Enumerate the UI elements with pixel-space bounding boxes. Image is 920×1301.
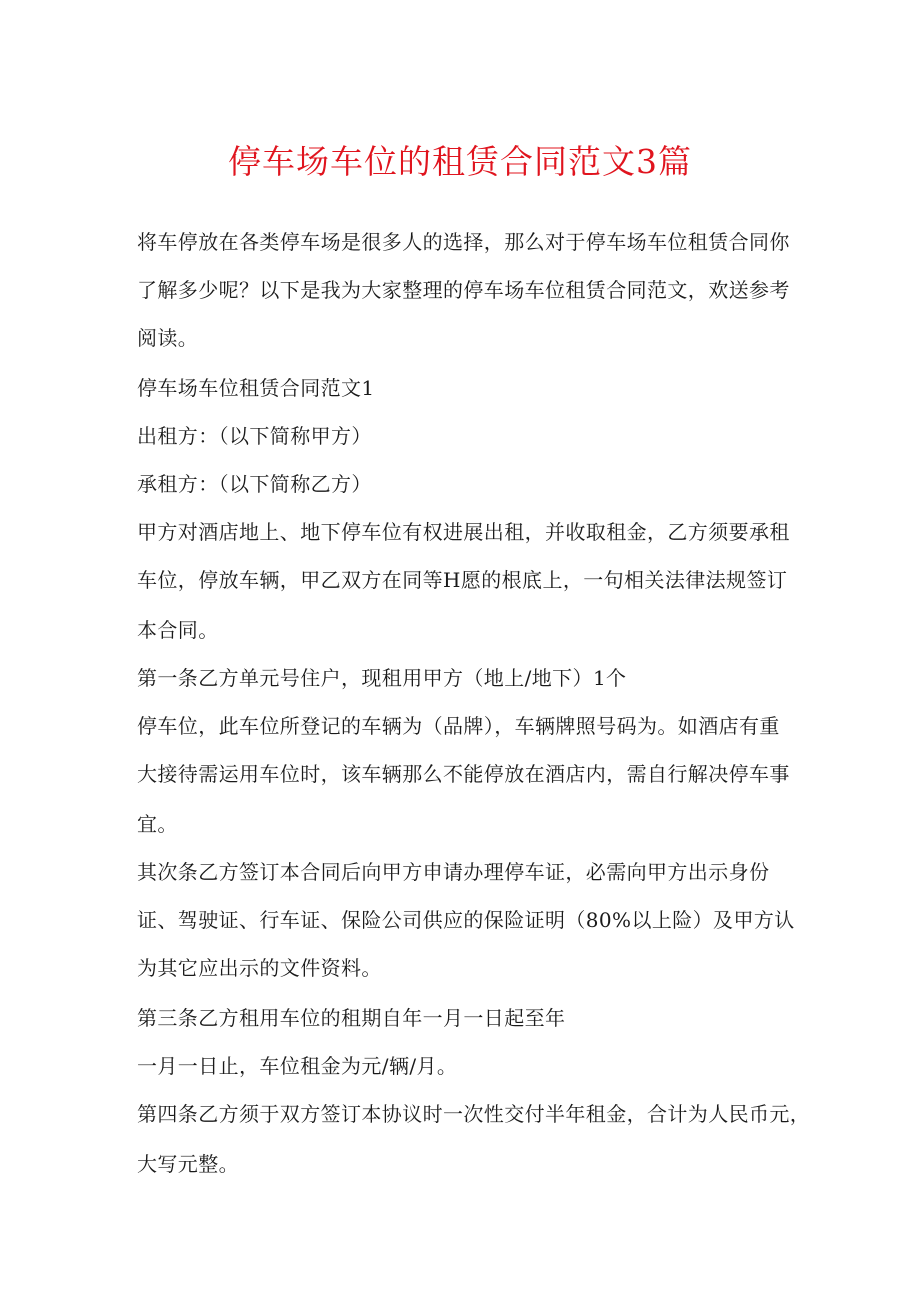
- body-line: 停车位，此车位所登记的车辆为（品牌），车辆牌照号码为。如酒店有重: [137, 714, 780, 738]
- body-line: 将车停放在各类停车场是很多人的选择，那么对于停车场车位租赁合同你: [137, 230, 790, 254]
- body-line: 阅读。: [137, 326, 199, 350]
- body-line: 其次条乙方签订本合同后向甲方申请办理停车证，必需向甲方出示身份: [137, 860, 770, 884]
- body-line: 车位，停放车辆，甲乙双方在同等H愿的根底上，一句相关法律法规签订: [137, 568, 788, 592]
- body-line: 第一条乙方单元号住户，现租用甲方（地上/地下）1个: [137, 666, 627, 690]
- body-line: 为其它应出示的文件资料。: [137, 956, 382, 980]
- body-line: 承租方：（以下简称乙方）: [137, 472, 372, 496]
- body-line: 出租方：（以下简称甲方）: [137, 424, 372, 448]
- body-line: 一月一日止，车位租金为元/辆/月。: [137, 1054, 458, 1078]
- body-line: 第三条乙方租用车位的租期自年一月一日起至年: [137, 1006, 566, 1030]
- body-line: 证、驾驶证、行车证、保险公司供应的保险证明（80%以上险）及甲方认: [137, 908, 795, 932]
- document-title: 停车场车位的租赁合同范文3篇: [228, 142, 692, 181]
- body-line: 大写元整。: [137, 1152, 239, 1176]
- body-line: 了解多少呢？以下是我为大家整理的停车场车位租赁合同范文，欢送参考: [137, 278, 790, 302]
- body-line: 甲方对酒店地上、地下停车位有权进展出租，并收取租金，乙方须要承租: [137, 520, 790, 544]
- body-line: 大接待需运用车位时，该车辆那么不能停放在酒店内，需自行解决停车事: [137, 762, 790, 786]
- body-line: 本合同。: [137, 618, 219, 642]
- section-heading: 停车场车位租赁合同范文1: [137, 376, 375, 400]
- body-line: 宜。: [137, 812, 178, 836]
- body-line: 第四条乙方须于双方签订本协议时一次性交付半年租金，合计为人民币元，: [137, 1102, 811, 1126]
